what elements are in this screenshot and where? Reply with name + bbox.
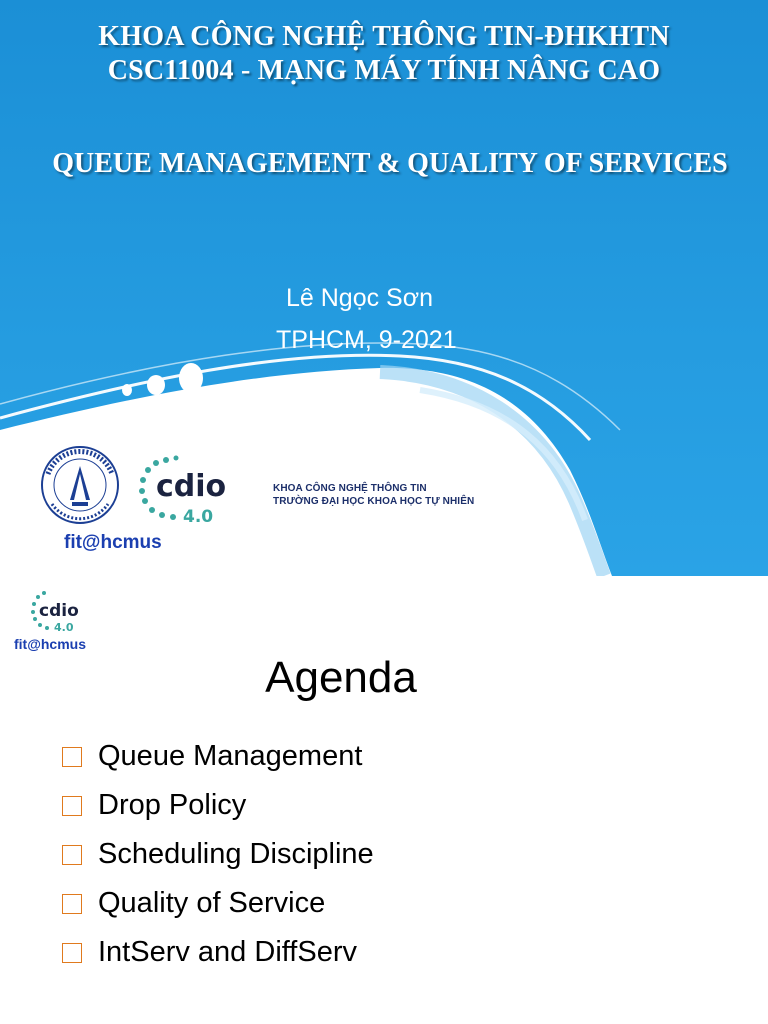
fit-hcmus-label: fit@hcmus <box>64 532 162 553</box>
title-block <box>0 20 768 88</box>
title-line-2: CSC11004 - MẠNG MÁY TÍNH NÂNG CAO <box>107 55 661 86</box>
faculty-line-2: TRƯỜNG ĐẠI HỌC KHOA HỌC TỰ NHIÊN <box>273 496 475 507</box>
fit-hcmus-label: fit@hcmus <box>14 636 86 652</box>
checkbox-icon <box>62 747 82 767</box>
checkbox-icon <box>62 943 82 963</box>
agenda-item-label: Queue Management <box>98 740 363 772</box>
checkbox-icon <box>62 796 82 816</box>
svg-text:4.0: 4.0 <box>183 507 214 526</box>
agenda-item <box>62 928 374 977</box>
slide-subtitle: QUEUE MANAGEMENT & QUALITY OF SERVICES <box>52 148 728 179</box>
agenda-item-label: Drop Policy <box>98 789 247 821</box>
presentation-date: TPHCM, 9-2021 <box>276 326 457 354</box>
faculty-name <box>273 482 474 508</box>
title-line-1: KHOA CÔNG NGHỆ THÔNG TIN-ĐHKHTN <box>98 21 670 52</box>
svg-text:cdio: cdio <box>156 469 227 504</box>
svg-text:4.0: 4.0 <box>54 621 74 634</box>
checkbox-icon <box>62 845 82 865</box>
agenda-title: Agenda <box>265 653 417 702</box>
agenda-slide <box>0 576 768 1024</box>
faculty-line-1: KHOA CÔNG NGHỆ THÔNG TIN <box>273 483 427 494</box>
author-name: Lê Ngọc Sơn <box>286 284 434 312</box>
agenda-list <box>62 732 374 977</box>
agenda-item <box>62 781 374 830</box>
cdio-logo-small-icon <box>30 586 90 634</box>
agenda-item-label: IntServ and DiffServ <box>98 936 357 968</box>
checkbox-icon <box>62 894 82 914</box>
cdio-logo-icon <box>136 450 256 526</box>
agenda-item-label: Quality of Service <box>98 887 326 919</box>
agenda-item-label: Scheduling Discipline <box>98 838 374 870</box>
university-logo-icon <box>34 444 126 526</box>
agenda-item <box>62 879 374 928</box>
agenda-item <box>62 732 374 781</box>
agenda-item <box>62 830 374 879</box>
svg-text:cdio: cdio <box>39 601 79 621</box>
